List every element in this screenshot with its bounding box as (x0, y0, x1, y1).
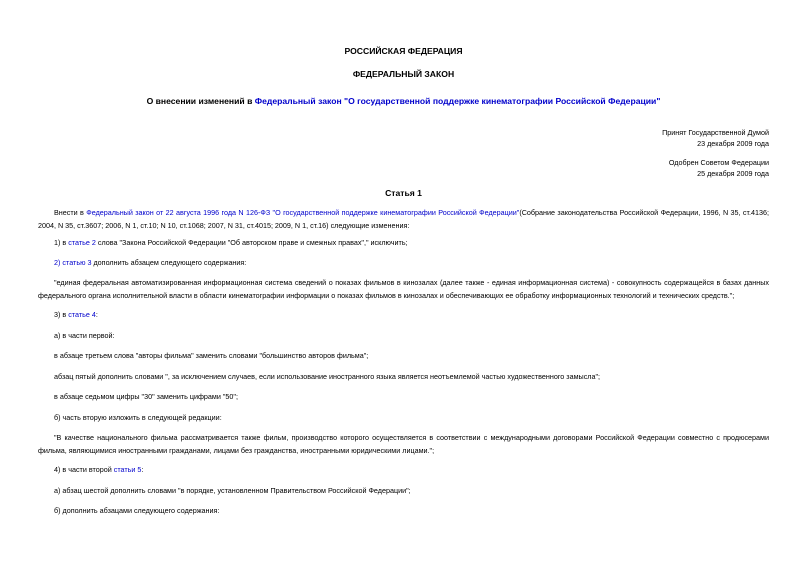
intro-law-link[interactable]: Федеральный закон от 22 августа 1996 года N 126-ФЗ "О государственной поддержке кинематографии Российской Федерации" (86, 208, 520, 217)
p2-rest: дополнить абзацем следующего содержания: (91, 258, 247, 267)
p11-prefix: 4) в части второй (54, 465, 114, 474)
p1-prefix: 1) в (54, 238, 69, 247)
council-approval (669, 157, 769, 179)
intro-rest: (Собрание законодательства Российской Федерации, 1996, N 35, ст.4136; 2004, N 35, ст.3607; 2006, N 1, ст.10; N 10, ст.1068; 2007, N 31, ст.4015; 2009, N 1, ст.16) следующие изменения: (38, 208, 770, 230)
paragraph-1 (38, 237, 769, 250)
paragraph-5: а) в части первой: (54, 331, 115, 340)
document-type-heading: ФЕДЕРАЛЬНЫЙ ЗАКОН (352, 69, 455, 79)
paragraph-7: абзац пятый дополнить словами ", за исключением случаев, если использование иностранного языка является неотъемлемой частью художественного замысла"; (54, 372, 601, 381)
law-title-prefix: О внесении изменений в (146, 96, 255, 106)
duma-adoption-date: 23 декабря 2009 года (697, 139, 769, 148)
article-title: Статья 1 (385, 188, 422, 198)
duma-adoption-label: Принят Государственной Думой (662, 128, 769, 137)
p4-rest: : (95, 310, 98, 319)
law-title (0, 96, 807, 106)
p11-rest: : (141, 465, 144, 474)
intro-prefix: Внести в (54, 208, 87, 217)
article-intro (38, 207, 769, 232)
p4-prefix: 3) в (54, 310, 69, 319)
council-approval-label: Одобрен Советом Федерации (668, 158, 769, 167)
article-5-link[interactable]: статьи 5 (113, 465, 142, 474)
law-title-link[interactable]: Федеральный закон "О государственной поддержке кинематографии Российской Федерации" (254, 96, 661, 106)
duma-adoption (662, 127, 769, 149)
paragraph-11 (38, 464, 769, 477)
country-heading: РОССИЙСКАЯ ФЕДЕРАЦИЯ (344, 46, 463, 56)
item-2-link[interactable]: 2) (54, 258, 61, 267)
article-2-link[interactable]: статье 2 (68, 238, 96, 247)
paragraph-13: б) дополнить абзацами следующего содержания: (54, 506, 220, 515)
paragraph-8: в абзаце седьмом цифры "30" заменить цифрами "50"; (54, 392, 238, 401)
p1-rest: слова "Закона Российской Федерации "Об авторском праве и смежных правах"," исключить; (95, 238, 408, 247)
paragraph-12: а) абзац шестой дополнить словами "в порядке, установленном Правительством Российской Федерации"; (54, 486, 411, 495)
paragraph-9: б) часть вторую изложить в следующей редакции: (54, 413, 222, 422)
article-4-link[interactable]: статье 4 (68, 310, 96, 319)
paragraph-6: в абзаце третьем слова "авторы фильма" заменить словами "большинство авторов фильма"; (54, 351, 369, 360)
article-3-link[interactable]: статью 3 (62, 258, 92, 267)
council-approval-date: 25 декабря 2009 года (697, 169, 769, 178)
paragraph-3: "единая федеральная автоматизированная информационная система сведений о показах фильмов в кинозалах (далее также - единая информационная система) - совокупность содержащейся в базах данных федерального органа исполнительной власти в области кинематографии информации о показах фильмов в кинозалах и обеспечивающих ее обработку информационных технологий и технических средств."; (38, 278, 769, 300)
paragraph-4 (38, 309, 769, 322)
paragraph-2 (38, 257, 769, 270)
paragraph-10: "В качестве национального фильма рассматривается также фильм, производство которого осуществляется в соответствии с международными договорами Российской Федерации совместно с продюсерами фильма, являющимися иностранными гражданами, лицами без гражданства, иностранными юридическими лицами."; (38, 433, 769, 455)
